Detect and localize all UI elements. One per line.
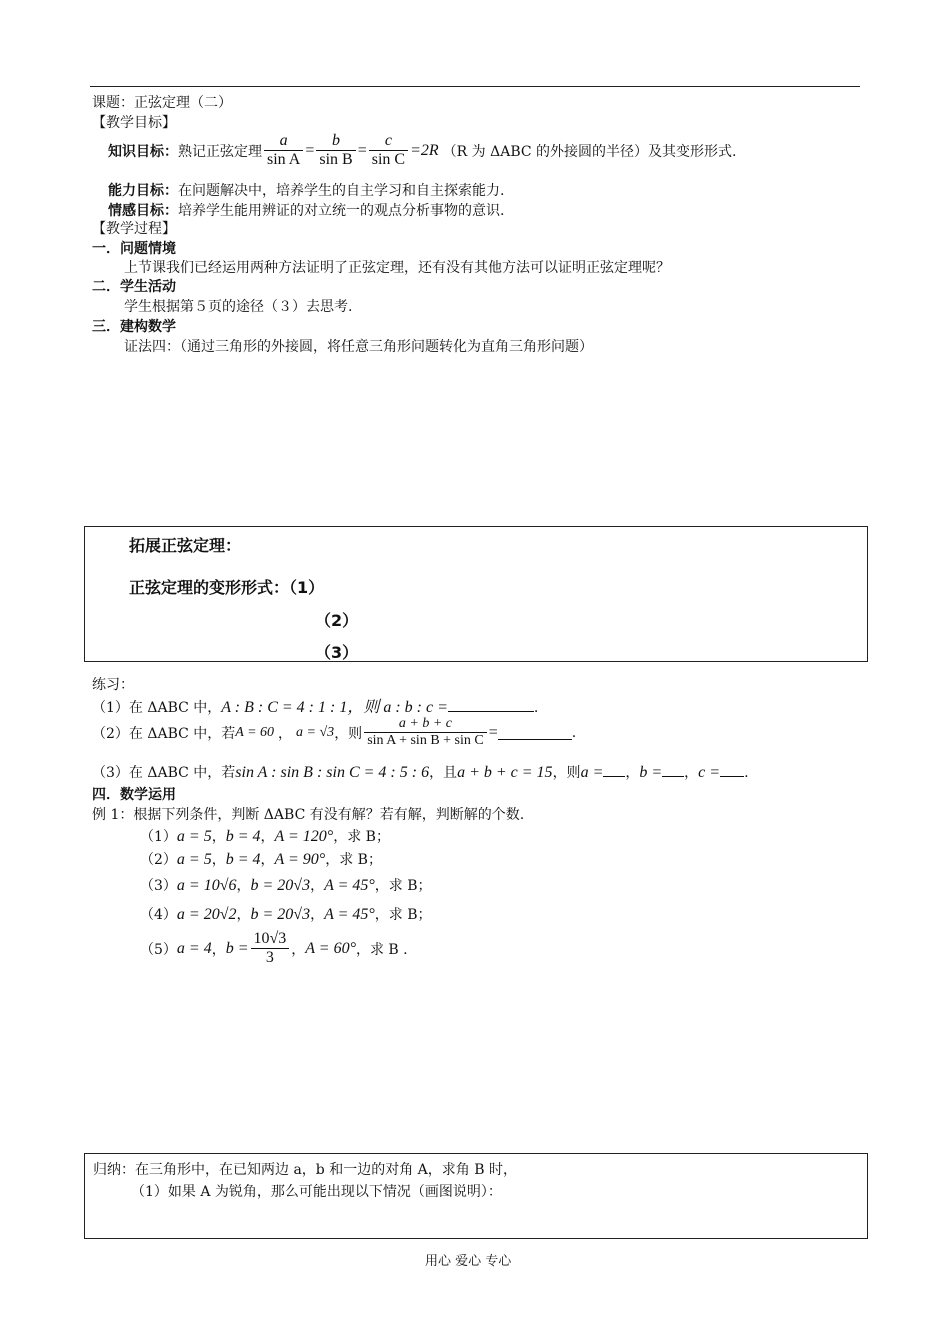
lesson-title: 课题：正弦定理（二） [92,95,232,111]
emotion-goal: 情感目标：培养学生能用辨证的对立统一的观点分析事物的意识. [108,203,505,219]
form-item-2: （2） [315,611,359,630]
section-2-text: 学生根据第５页的途径（３）去思考. [124,299,353,315]
extended-title: 拓展正弦定理： [129,536,242,555]
summary-line-2: （1）如果 A 为锐角，那么可能出现以下情况（画图说明）： [131,1184,502,1200]
header-rule [90,86,860,87]
section-4-heading: 四．数学运用 [92,787,176,803]
answer-blank[interactable] [448,697,534,712]
page-footer: 用心 爱心 专心 [425,1254,512,1269]
example-item-5: （5） a = 4 ， b = $\frac{10√3}{3}$ ， A = 60° ，求 B . [140,930,408,966]
summary-box [84,1153,868,1239]
sine-rule-fraction-a: $\frac{a}{\text{sin A}}$ [264,132,303,169]
extended-sine-rule-box [84,526,868,662]
example-item-3: （3） a = 10√6 ， b = 20√3 ， A = 45° ，求 B； [140,877,432,894]
section-2-heading: 二．学生活动 [92,279,176,295]
answer-blank-a[interactable] [603,762,625,777]
example-item-4: （4） a = 20√2 ， b = 20√3 ， A = 45° ，求 B； [140,906,432,923]
b-value-fraction: $\frac{10√3}{3}$ [251,930,290,967]
section-3-text: 证法四：（通过三角形的外接圆，将任意三角形问题转化为直角三角形问题） [124,339,593,355]
ability-goal: 能力目标：在问题解决中，培养学生的自主学习和自主探索能力. [108,183,505,199]
example-1-text: 例 1：根据下列条件，判断 ΔABC 有没有解？若有解，判断解的个数. [92,807,525,823]
answer-blank[interactable] [498,725,572,740]
example-item-2: （2） a = 5 ， b = 4 ， A = 90° ，求 B； [140,851,382,868]
answer-blank-c[interactable] [720,762,744,777]
sine-rule-fraction-b: $\frac{b}{\text{sin B}}$ [316,132,355,169]
example-item-1: （1） a = 5 ， b = 4 ， A = 120° ，求 B； [140,828,390,845]
section-1-heading: 一．问题情境 [92,241,176,257]
ratio-fraction: $\frac{a + b + c}{\text{sin A + sin B + sin C}}$ [364,716,487,749]
sine-rule-fraction-c: $\frac{c}{\text{sin C}}$ [369,132,408,169]
practice-q2: （2）在 ΔABC 中，若 A = 60 ， a = √3 ，则 $\frac{a + b + c}{\text{sin A + sin B + sin C}}$ = . [92,716,577,748]
answer-blank-b[interactable] [662,762,684,777]
form-item-3: （3） [315,643,359,662]
practice-q1: （1）在 ΔABC 中， A : B : C = 4 : 1 : 1 ，则 a : b : c = . [92,699,539,716]
practice-label: 练习： [92,677,134,693]
section-1-text: 上节课我们已经运用两种方法证明了正弦定理，还有没有其他方法可以证明正弦定理呢？ [124,260,670,276]
section-3-heading: 三．建构数学 [92,319,176,335]
practice-q3: （3）在 ΔABC 中，若 sin A : sin B : sin C = 4 : 5 : 6 ，且 a + b + c = 15 ，则 a = ， b = ， c = . [92,764,749,781]
knowledge-goal: 知识目标： 熟记正弦定理 $\frac{a}{\text{sin A}}$ = $\frac{b}{\text{sin B}}$ = $\frac{c}{\text{sin C}}$ =2R （R 为 ΔABC 的外接圆的半径）及其变形形式. [108,132,737,168]
forms-label: 正弦定理的变形形式：（1） [129,578,325,597]
goals-heading: 【教学目标】 [92,115,176,131]
process-heading: 【教学过程】 [92,221,176,237]
summary-line-1: 归纳：在三角形中，在已知两边 a，b 和一边的对角 A，求角 B 时， [93,1162,517,1178]
